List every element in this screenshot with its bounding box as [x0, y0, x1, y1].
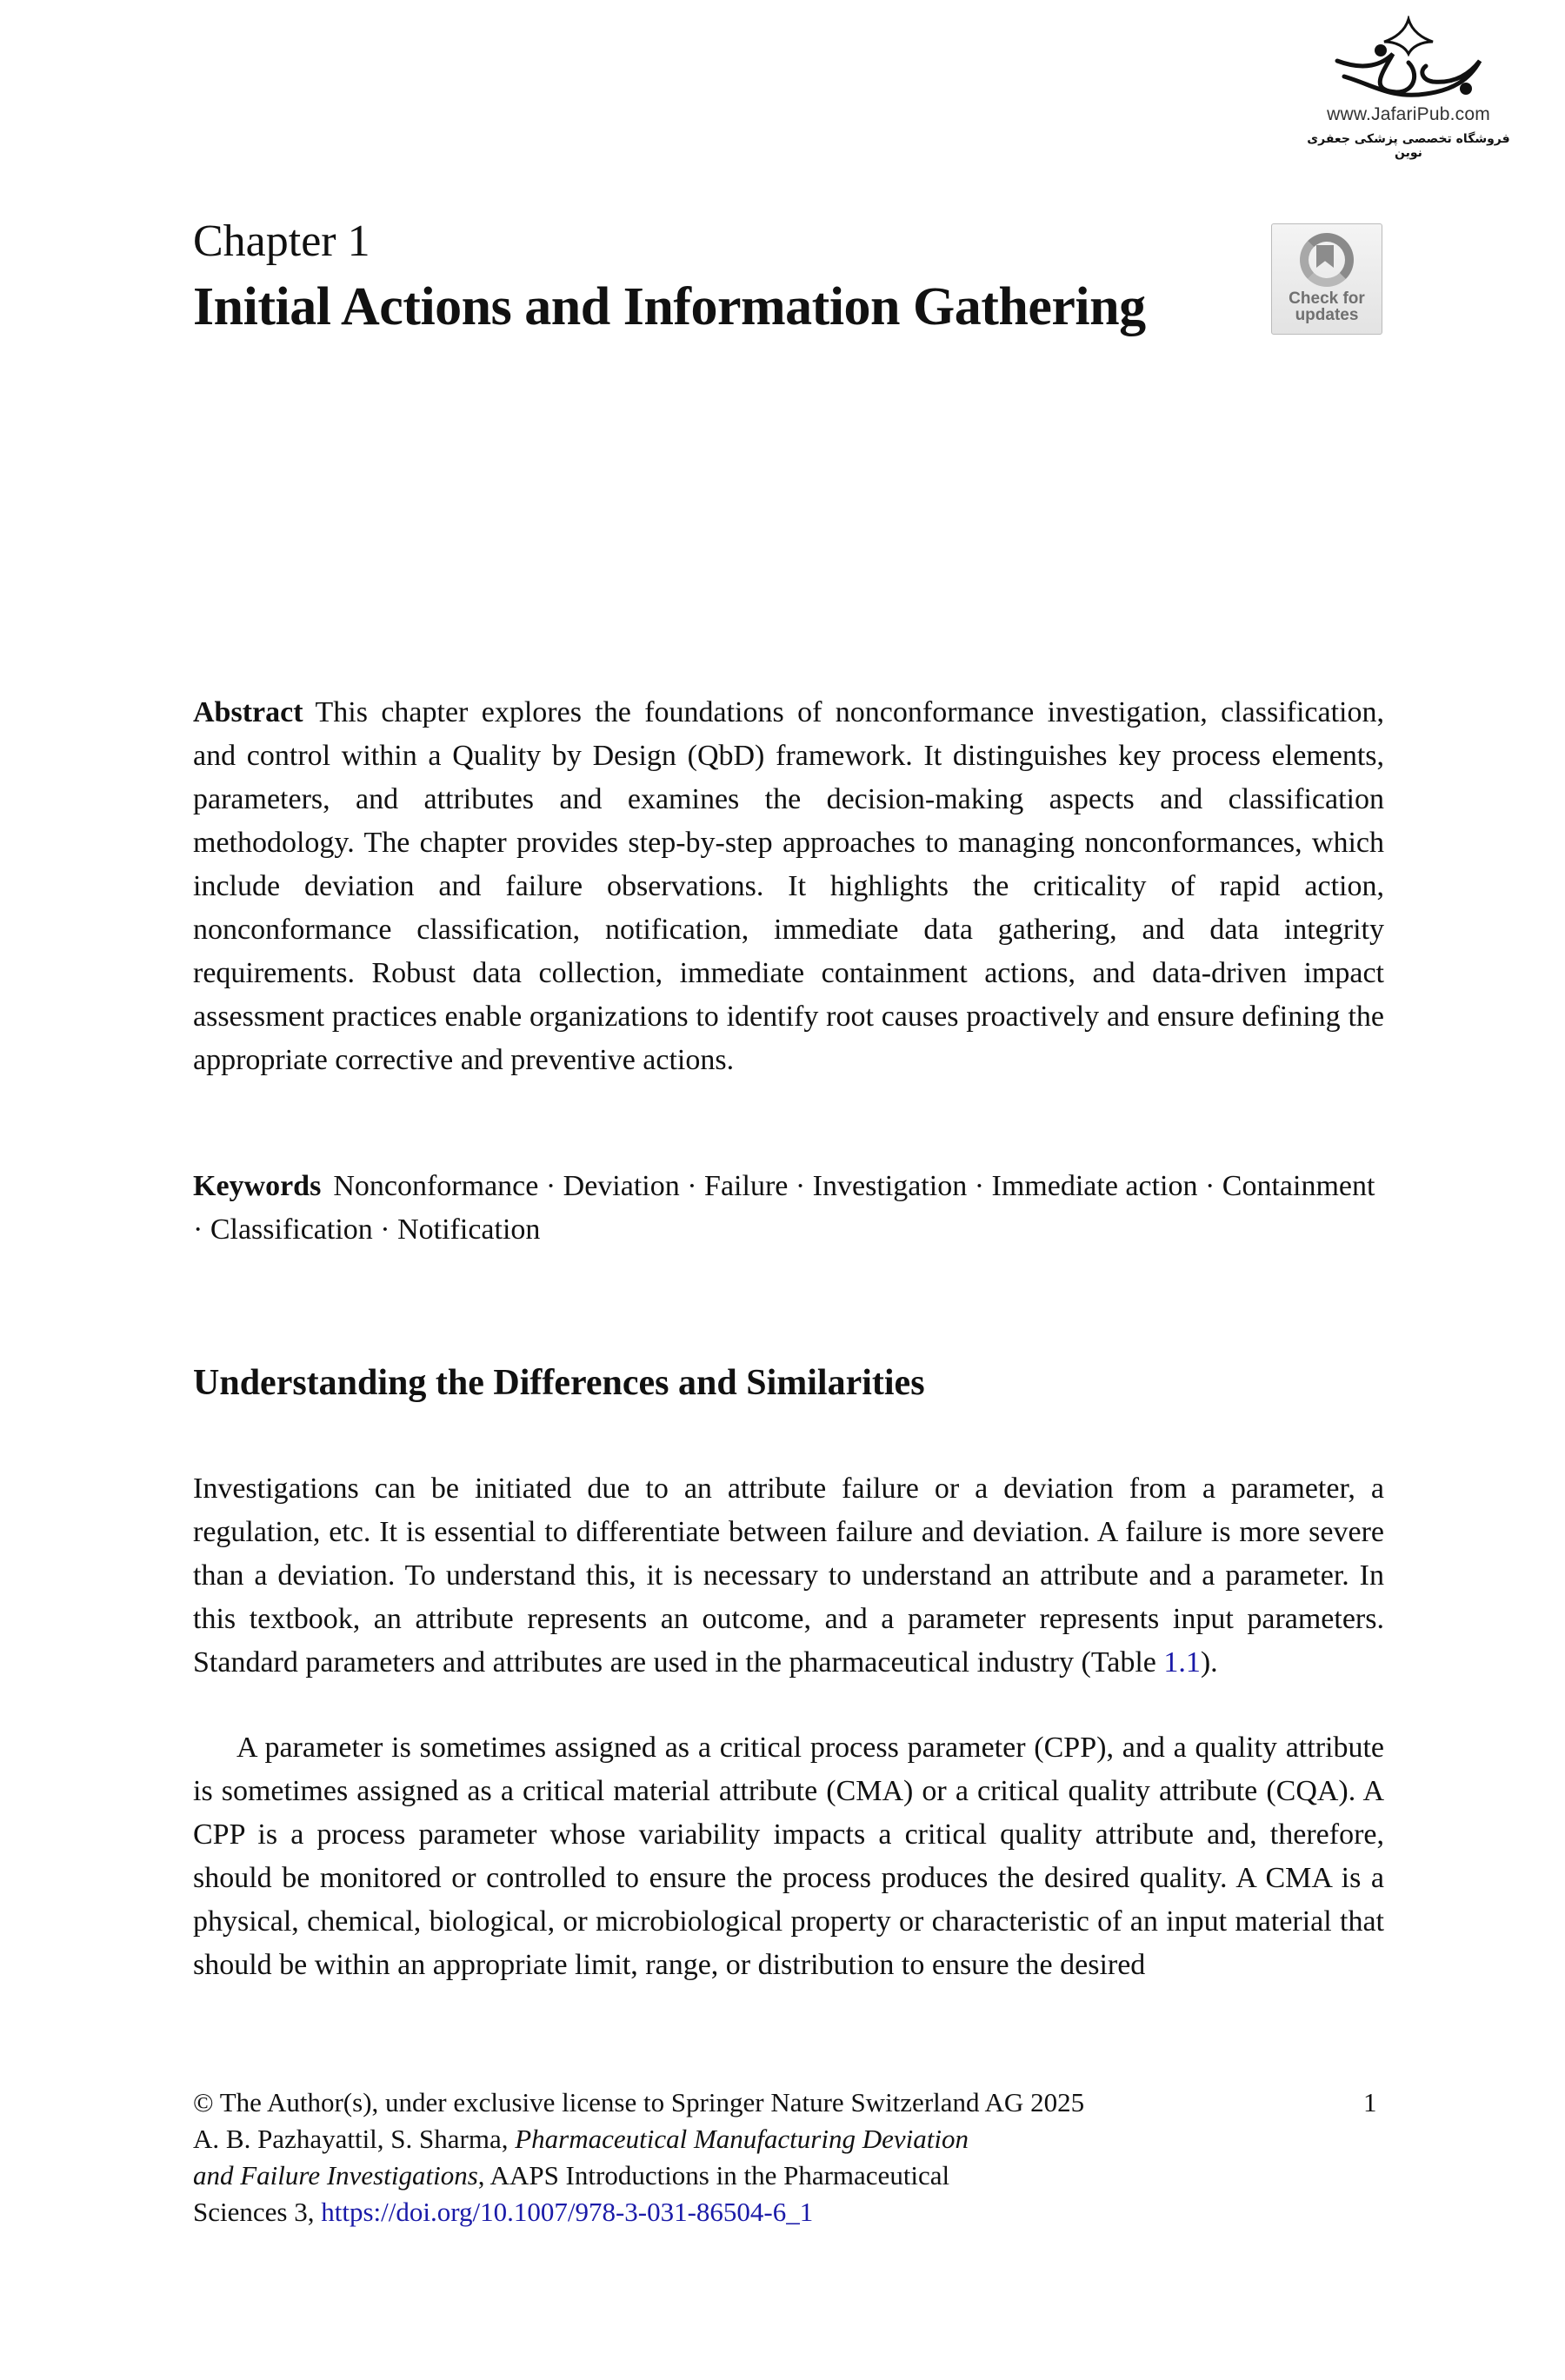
citation-line-2	[193, 2157, 1384, 2194]
copyright-line: © The Author(s), under exclusive license to Springer Nature Switzerland AG 2025	[193, 2087, 1085, 2117]
section-heading: Understanding the Differences and Similarities	[193, 1363, 925, 1403]
series-end: Sciences 3,	[193, 2197, 322, 2227]
keywords-paragraph	[193, 1165, 1384, 1252]
abstract-text: This chapter explores the foundations of nonconformance investigation, classification, and control within a Quality by Design (QbD) framework. It distinguishes key process elements, parameters, and attributes and examines the decision-making aspects and classification methodology. The chapter provides step-by-step approaches to managing nonconformances, which include deviation and failure observations. It highlights the criticality of rapid action, nonconformance classification, notification, immediate data gathering, and data integrity requirements. Robust data collection, immediate containment actions, and data-driven impact assessment practices enable organizations to identify root causes proactively and ensure defining the appropriate corrective and preventive actions.	[193, 696, 1384, 1076]
paragraph-text: Investigations can be initiated due to an attribute failure or a deviation from a parameter, a regulation, etc. It is essential to differentiate between failure and deviation. A failure is more severe than a deviation. To understand this, it is necessary to understand an attribute and a parameter. In this textbook, an attribute represents an outcome, and a parameter represents input parameters. Standard parameters and attributes are used in the pharmaceutical industry (Table	[193, 1473, 1384, 1679]
body-paragraph-2: A parameter is sometimes assigned as a critical process parameter (CPP), and a quality attribute is sometimes assigned as a critical material attribute (CMA) or a critical quality attribute (CQA). A CPP is a process parameter whose variability impacts a critical quality attribute and, therefore, should be monitored or controlled to ensure the process produces the desired quality. A CMA is a physical, chemical, biological, or microbiological property or characteristic of an input material that should be within an appropriate limit, range, or distribution to ensure the desired	[193, 1732, 1384, 1981]
paragraph-text-end: ).	[1200, 1646, 1218, 1679]
check-for-updates-line1: Check for	[1289, 289, 1365, 308]
book-title-part1: Pharmaceutical Manufacturing Deviation	[515, 2124, 969, 2154]
citation-line-3	[193, 2194, 1384, 2230]
jafaripub-calligraphy-icon	[1322, 16, 1495, 103]
check-for-updates-line2: updates	[1295, 306, 1359, 324]
check-for-updates-button[interactable]	[1271, 223, 1382, 335]
crossmark-bookmark-icon	[1300, 233, 1354, 287]
copyright-footer	[193, 2084, 1384, 2230]
abstract-label: Abstract	[193, 696, 303, 728]
doi-link[interactable]: https://doi.org/10.1007/978-3-031-86504-6_1	[321, 2197, 814, 2227]
publisher-logo	[1304, 16, 1513, 172]
keywords-text: Nonconformance · Deviation · Failure · Investigation · Immediate action · Containment · Classification · Notification	[193, 1170, 1375, 1246]
abstract-paragraph	[193, 691, 1384, 1082]
series: , AAPS Introductions in the Pharmaceutical	[477, 2160, 950, 2191]
table-reference-link[interactable]: 1.1	[1163, 1646, 1201, 1679]
chapter-number: Chapter 1	[193, 216, 370, 266]
authors: A. B. Pazhayattil, S. Sharma,	[193, 2124, 516, 2154]
chapter-title: Initial Actions and Information Gathering	[193, 277, 1146, 336]
citation-line-1	[193, 2121, 1384, 2157]
body-paragraph-1	[193, 1467, 1384, 1685]
publisher-url: www.JafariPub.com	[1327, 104, 1490, 124]
publisher-tagline: فروشگاه تخصصی پزشکی جعفری نوین	[1307, 132, 1510, 160]
book-title-part2: and Failure Investigations	[193, 2160, 478, 2191]
page-number: 1	[1363, 2087, 1377, 2117]
keywords-label: Keywords	[193, 1170, 322, 1202]
